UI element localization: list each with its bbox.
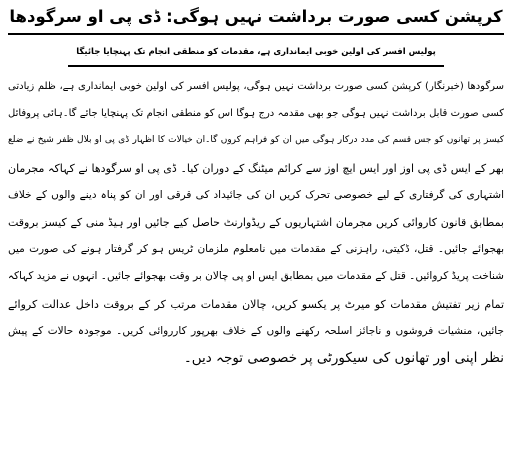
body-line: اشتہاری کی گرفتاری کے لیے خصوصی تحرک کریں ان کی جائیداد کی قرقی اور ان کو پناہ دینے والوں کے خلاف xyxy=(8,188,504,201)
body-line: کسی صورت قابل برداشت نہیں ہوگی جو بھی مقدمہ درج ہوگا اس کو منطقی انجام تک پہنچایا جائے گا۔ہائی پروفائل xyxy=(8,108,504,120)
body-line: بھر کے ایس ڈی پی اوز اور ایس ایچ اوز سے کرائم میٹنگ کے دوران کیا۔ ڈی پی او سرگودھا نے کہاکہ مجرمان xyxy=(8,161,504,175)
body-line: شناخت پریڈ کروائیں۔ قتل کے مقدمات میں بمطابق ایس او پی چالان بر وقت بھجوائے جائیں۔ انہوں نے مزید کہاکہ xyxy=(8,270,504,283)
headline: کرپشن کسی صورت برداشت نہیں ہوگی: ڈی پی او سرگودھا xyxy=(9,7,503,26)
body-line: نظر اپنی اور تھانوں کی سیکورٹی پر خصوصی توجہ دیں۔ xyxy=(183,350,504,367)
body-line: کیسز پر تھانوں کو جس قسم کی مدد درکار ہوگی میں ان کو فراہم کروں گا۔ان خیالات کا اظہار ڈی پی او بلال ظفر شیخ نے ضلع xyxy=(8,135,504,146)
body-line: تمام زیر تفتیش مقدمات کو میرٹ پر یکسو کریں، چالان مقدمات مرتب کر کے بروقت داخل عدالت کروائے xyxy=(8,297,504,311)
article-body xyxy=(8,73,504,372)
subheadline-box xyxy=(68,39,444,67)
headline-divider xyxy=(8,33,504,35)
subheadline: پولیس افسر کی اولین خوبی ایمانداری ہے، مقدمات کو منطقی انجام تک پہنچایا جائیگا xyxy=(76,47,436,57)
body-line: بمطابق قانون کاروائی کریں مجرمان اشتہاریوں کے ریڈوارنٹ حاصل کیے جائیں اور ہیڈ منی کے کیسز بروقت xyxy=(8,216,504,230)
body-line: جائیں، منشیات فروشوں و ناجائز اسلحہ رکھنے والوں کے خلاف بھرپور کارروائی کریں۔ موجودہ حالات کے پیش xyxy=(8,324,504,337)
body-line: سرگودھا (خبرنگار) کرپشن کسی صورت برداشت نہیں ہوگی، پولیس افسر کی اولین خوبی ایمانداری ہے، ظلم زیادتی xyxy=(8,81,504,92)
body-line: بھجوائے جائیں۔ قتل، ڈکیتی، راہزنی کے مقدمات میں نامعلوم ملزمان ٹریس ہو کر گرفتار ہونے کی صورت میں xyxy=(8,243,504,256)
